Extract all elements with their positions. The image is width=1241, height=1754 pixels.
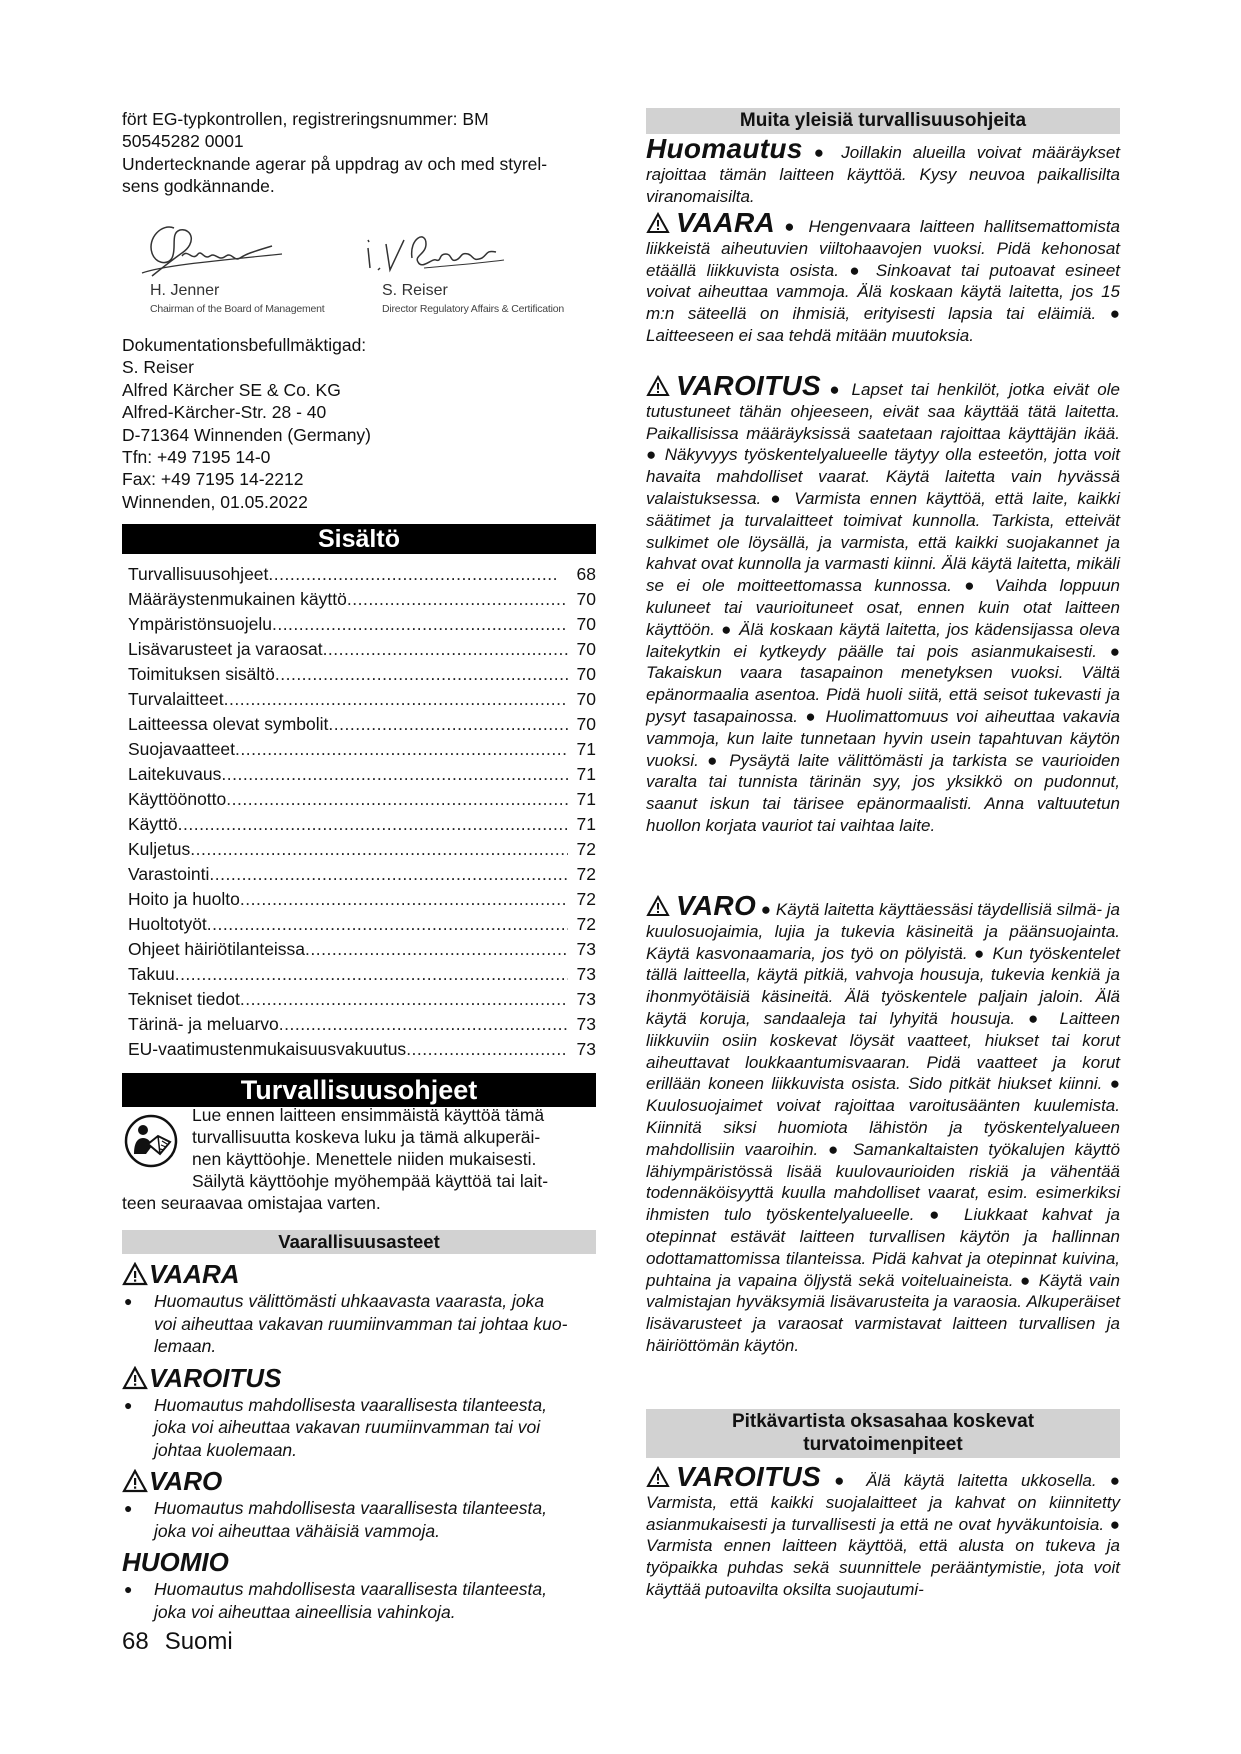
toc-leader: [275, 662, 568, 687]
bullet: ●: [124, 1581, 133, 1597]
toc-entry[interactable]: [128, 687, 596, 712]
toc-entry[interactable]: [128, 637, 596, 662]
signature-jenner: [122, 218, 325, 328]
text-line: Huomautus mahdollisesta vaarallisesta tilanteesta,: [154, 1498, 547, 1518]
general-safety-heading: Muita yleisiä turvallisuusohjeita: [646, 108, 1120, 134]
safety-heading: Turvallisuusohjeet: [122, 1073, 596, 1107]
toc-entry-page: 70: [576, 714, 596, 734]
warning-triangle-icon: [122, 1262, 148, 1286]
text-line: Alfred Kärcher SE & Co. KG: [122, 379, 341, 400]
toc-entry[interactable]: [128, 662, 596, 687]
toc-entry-page: 71: [576, 789, 596, 809]
hazard-keyword: VARO: [149, 1466, 223, 1496]
page-number: 68: [122, 1628, 149, 1655]
signatory-role: Chairman of the Board of Management: [150, 303, 325, 315]
toc-leader: [347, 587, 568, 612]
hazard-keyword: VAROITUS: [149, 1362, 282, 1393]
toc-leader: [305, 937, 568, 962]
toc-entry[interactable]: [128, 987, 596, 1012]
toc-leader: [235, 737, 568, 762]
toc-leader: [224, 687, 568, 712]
hazard-description: [122, 1578, 596, 1623]
text-line: fört EG-typkontrollen, registreringsnummer: BM: [122, 109, 489, 129]
toc-entry-title: Huoltotyöt: [128, 914, 207, 934]
toc-entry[interactable]: [128, 962, 596, 987]
toc-entry-title: Ympäristönsuojelu: [128, 614, 272, 634]
text-line: Undertecknande agerar på uppdrag av och med styrel-: [122, 153, 548, 174]
toc-entry-title: Kuljetus: [128, 839, 191, 859]
toc-entry[interactable]: [128, 812, 596, 837]
bullet: ●: [124, 1396, 133, 1413]
toc-entry-page: 73: [576, 1014, 596, 1034]
text-line: Huomautus mahdollisesta vaarallisesta tilanteesta,: [154, 1579, 547, 1599]
toc-entry-title: Laitteessa olevat symbolit: [128, 714, 329, 734]
text-line: Fax: +49 7195 14-2212: [122, 469, 304, 490]
toc-leader: [178, 812, 568, 837]
toc-entry-title: Lisävarusteet ja varaosat: [128, 639, 323, 659]
signature-reiser: [354, 218, 596, 328]
toc-entry-page: 72: [576, 914, 596, 934]
warning-keyword: VAROITUS: [676, 370, 821, 401]
toc-entry-title: Käyttö: [128, 814, 178, 834]
danger-keyword: VAARA: [676, 207, 775, 238]
toc-leader: [221, 762, 568, 787]
toc-entry-page: 72: [576, 864, 596, 884]
toc-entry[interactable]: [128, 837, 596, 862]
toc-entry-page: 71: [576, 764, 596, 784]
warning-triangle-icon: [646, 375, 670, 397]
heading-line: Pitkävartista oksasahaa koskevat: [731, 1411, 1035, 1432]
hazard-keyword-danger: [122, 1258, 596, 1290]
toc-entry-page: 72: [576, 839, 596, 859]
toc-entry-title: Tärinä- ja meluarvo: [128, 1014, 279, 1034]
caution-keyword: VARO: [676, 890, 757, 921]
toc-entry-page: 70: [576, 689, 596, 709]
toc-entry-title: Hoito ja huolto: [128, 889, 240, 909]
warning-triangle-icon: [646, 895, 670, 917]
toc-entry[interactable]: [128, 887, 596, 912]
warning-paragraph: VAROITUS ● Lapset tai henkilöt, jotka eivät ole tutustuneet tähän ohjeeseen, eivät saa käyttää tätä laitetta. Paikallisissa määräyksissä saatetaan rajoittaa käyttäjän ikää. ● Näkyvyys työskentelyalueelle täytyy olla esteetön, jotta voit havaita mahdolliset vaarat. Käytä laitetta vain hyvässä valaistuksessa. ● Varmista ennen käyttöä, että laite, kaikki säätimet ja turvalaitteet toimivat kunnolla. Tarkista, etteivät sulkimet ole löysällä, ja varmista, että kaikki suojakannet ja kahvat ovat kunnolla ja varmasti kiinni. Älä käytä laitetta, mikäli se ei ole moitteettomassa kunnossa. ● Vaihda loppuun kuluneet tai vaurioituneet osat, ennen kuin otat laitteen käyttöön. ● Älä koskaan käytä laitetta, jos kädensijassa oleva laitekytkin ei kytkeydy päälle tai pois asianmukaisesti. ● Takaiskun vaara tasapainon menetyksen vuoksi. Vältä epänormaalia asentoa. Pidä huoli siitä, että seisot tukevasti ja pysyt tasapainossa. ● Huolimattomuus voi aiheuttaa vakavia vammoja, kun laite tunnetaan hyvin usein tapahtuvan käytön vuoksi. ● Pysäytä laite välittömästi ja tarkista se vaurioiden varalta tai tunnista tärinän syy, jos yksikkö on pudonnut, saanut iskun tai tärisee epänormaalisti. Anna valtuutetun huollon korjata vauriot tai vaihtaa laite.: [646, 370, 1120, 835]
warning-triangle-icon: [646, 1466, 670, 1488]
toc-entry-page: 70: [576, 589, 596, 609]
hazard-description: [122, 1394, 596, 1462]
notice-keyword: Huomautus: [646, 133, 803, 164]
hazard-levels: [122, 1258, 596, 1627]
toc-entry[interactable]: [128, 787, 596, 812]
hazard-levels-heading: Vaarallisuusasteet: [122, 1230, 596, 1254]
signatory-role: Director Regulatory Affairs & Certification: [382, 303, 565, 315]
signatory-name: H. Jenner: [150, 282, 220, 299]
hazard-keyword: HUOMIO: [122, 1547, 229, 1577]
toc-entry-title: Turvallisuusohjeet: [128, 564, 269, 584]
toc-leader: [226, 787, 568, 812]
handwritten-signature-jenner: [122, 218, 292, 288]
handwritten-signature-reiser: [354, 218, 524, 288]
text-line: Alfred-Kärcher-Str. 28 - 40: [122, 402, 327, 423]
bullet: ●: [124, 1500, 133, 1516]
toc-entry-page: 70: [576, 614, 596, 634]
toc-entry-page: 68: [576, 564, 596, 584]
toc-entry-title: Tekniset tiedot: [128, 989, 240, 1009]
toc-leader: [240, 887, 568, 912]
toc-entry[interactable]: [128, 912, 596, 937]
hazard-description: [122, 1497, 596, 1542]
toc-entry[interactable]: [128, 612, 596, 637]
toc-entry-page: 72: [576, 889, 596, 909]
warning-triangle-icon: [646, 212, 670, 234]
table-of-contents: [128, 562, 596, 1062]
toc-entry-title: Käyttöönotto: [128, 789, 227, 809]
toc-entry-title: Takuu: [128, 964, 175, 984]
bullet: ●: [124, 1293, 133, 1309]
text-line: teen seuraavaa omistajaa varten.: [122, 1193, 381, 1213]
text-line: johtaa kuolemaan.: [154, 1439, 298, 1460]
toc-entry-page: 70: [576, 664, 596, 684]
toc-entry[interactable]: [128, 862, 596, 887]
warning-triangle-icon: [122, 1366, 148, 1390]
text-line: S. Reiser: [122, 357, 194, 378]
pole-saw-safety-heading: [646, 1409, 1120, 1458]
toc-entry-page: 73: [576, 1039, 596, 1059]
toc-entry-page: 71: [576, 739, 596, 759]
text-line: Säilytä käyttöohje myöhempää käyttöä tai lait-: [192, 1171, 549, 1191]
text-line: Tfn: +49 7195 14-0: [122, 447, 271, 468]
declaration-intro: [122, 108, 596, 198]
heading-line: turvatoimenpiteet: [803, 1434, 963, 1455]
text-line: Lue ennen laitteen ensimmäistä käyttöä tämä: [192, 1105, 545, 1125]
toc-entry-page: 70: [576, 639, 596, 659]
toc-entry-page: 71: [576, 814, 596, 834]
text-line: lemaan.: [154, 1336, 217, 1356]
toc-heading: Sisältö: [122, 524, 596, 554]
paragraph-text: Hengenvaara laitteen hallitsemattomista liikkeistä aiheutuvien viiltohaavojen vuoksi. Pidä kehonosat etäällä liikkuvista osista. ● Sinkoavat tai putoavat esineet voivat aiheuttaa vammoja. Älä koskaan käytä laitetta, jos 15 m:n säteellä on ihmisiä, erityisesti lapsia tai eläimiä. ● Laitteeseen ei saa tehdä mitään muutoksia.: [646, 217, 1121, 345]
toc-entry[interactable]: [128, 1037, 596, 1062]
text-line: 50545282 0001: [122, 131, 244, 152]
paragraph-text: Lapset tai henkilöt, jotka eivät ole tutustuneet tähän ohjeeseen, eivät saa käyttää tätä laitetta. Paikallisissa määräyksissä saatetaan rajoittaa käyttäjän ikää. ● Näkyvyys työskentelyalueelle täytyy olla esteetön, jotta voit havaita mahdolliset vaarat. Käytä laitetta vain hyvässä valaistuksessa. ● Varmista ennen käyttöä, että laite, kaikki säätimet ja turvalaitteet toimivat kunnolla. Tarkista, etteivät sulkimet ole löysällä, ja varmista, että kaikki suojakannet ja kahvat ovat kunnolla ja varmasti kiinni. Älä käytä laitetta, mikäli se ei ole moitteettomassa kunnossa. ● Vaihda loppuun kuluneet tai vaurioituneet osat, ennen kuin otat laitteen käyttöön. ● Älä koskaan käytä laitetta, jos kädensijassa oleva laitekytkin ei kytkeydy päälle tai pois asianmukaisesti. ● Takaiskun vaara tasapainon menetyksen vuoksi. Vältä epänormaalia asentoa. Pidä huoli siitä, että seisot tukevasti ja pysyt tasapainossa. ● Huolimattomuus voi aiheuttaa vakavia vammoja, kun laite tunnetaan hyvin usein tapahtuvan käytön vuoksi. ● Pysäytä laite välittömästi ja tarkista se vaurioiden varalta tai tunnista tärinän syy, jos yksikkö on pudonnut, saanut iskun tai tärisee epänormaalisti. Anna valtuutetun huollon korjata vauriot tai vaihtaa laite.: [646, 380, 1120, 835]
toc-entry-title: Laitekuvaus: [128, 764, 222, 784]
text-line: D-71364 Winnenden (Germany): [122, 424, 372, 445]
toc-entry[interactable]: [128, 937, 596, 962]
language-label: Suomi: [164, 1628, 233, 1655]
hazard-keyword-notice: [122, 1546, 596, 1578]
caution-paragraph: VARO ● Käytä laitetta käyttäessäsi täydellisiä silmä- ja kuulosuojaimia, lujia ja tukevia käsineitä ja päänsuojainta. Käytä kasvonaamaria, jos työ on pölyistä. ● Kun työskentelet tällä laitteella, käytä pitkiä, vahvoja housuja, tukevia kenkiä ja ihonmyötäisiä käsineitä. Älä työskentele paljain jaloin. Älä käytä koruja, sandaaleja tai lyhyitä housuja. ● Laitteen liikkuviin osiin koskevat löysät vaatteet, hiukset tai korut aiheuttavat loukkaantumisvaaran. Pidä vaatteet ja korut erillään koneen liikkuvista osista. Sido pitkät hiukset kiinni. ● Kuulosuojaimet voivat rajoittaa varoitusäänten kuulemista. Kiinnitä siksi huomiota lähistön ja työskentelyalueen mahdollisiin vaaroihin. ● Samankaltaisten työkalujen käyttö lähiympäristössä lisää kuulovaurioiden riskiä ja vähentää todennäköisyyttä kuulla mahdolliset vaarat, esim. esimerkiksi ihmisten tulo työskentelyalueelle. ● Liukkaat kahvat ja otepinnat estävät laitteen turvallisen käytön ja hallinnan odottamattomissa tilanteissa. Pidä kahvat ja otepinnat kuivina, puhtaina ja vapaina öljystä sekä voiteluaineista. ● Käytä vain valmistajan hyväksymiä lisävarusteita ja varaosia. Alkuperäiset lisävarusteet ja varaosat varmistavat laitteen turvallisen ja häiriöttömän käytön.: [646, 890, 1120, 1355]
toc-leader: [272, 612, 568, 637]
toc-entry[interactable]: [128, 712, 596, 737]
paragraph-text: Käytä laitetta käyttäessäsi täydellisiä silmä- ja kuulosuojaimia, lujia ja tukevia käsineitä ja päänsuojainta. Käytä kasvonaamaria, jos työ on pölyistä. ● Kun työskentelet tällä laitteella, käytä pitkiä, vahvoja housuja, tukevia kenkiä ja ihonmyötäisiä käsineitä. Älä työskentele paljain jaloin. Älä käytä koruja, sandaaleja tai lyhyitä housuja. ● Laitteen liikkuviin osiin koskevat löysät vaatteet, hiukset tai korut aiheuttavat loukkaantumisvaaran. Pidä vaatteet ja korut erillään koneen liikkuvista osista. Sido pitkät hiukset kiinni. ● Kuulosuojaimet voivat rajoittaa varoitusäänten kuulemista. Kiinnitä siksi huomiota lähistön ja työskentelyalueen mahdollisiin vaaroihin. ● Samankaltaisten työkalujen käyttö lähiympäristössä lisää kuulovaurioiden riskiä ja vähentää todennäköisyyttä kuulla mahdolliset vaarat, esim. esimerkiksi ihmisten tulo työskentelyalueelle. ● Liukkaat kahvat ja otepinnat estävät laitteen turvallisen käytön ja hallinnan odottamattomissa tilanteissa. Pidä kahvat ja otepinnat kuivina, puhtaina ja vapaina öljystä sekä voiteluaineista. ● Käytä vain valmistajan hyväksymiä lisävarusteita ja varaosia. Alkuperäiset lisävarusteet ja varaosat varmistavat laitteen turvallisen ja häiriöttömän käytön.: [646, 900, 1120, 1355]
toc-leader: [268, 562, 558, 587]
text-line: joka voi aiheuttaa aineellisia vahinkoja.: [154, 1601, 456, 1622]
danger-paragraph: VAARA ● Hengenvaara laitteen hallitsemattomista liikkeistä aiheutuvien viiltohaavojen vuoksi. Pidä kehonosat etäällä liikkuvista osista. ● Sinkoavat tai putoavat esineet voivat aiheuttaa vammoja. Älä koskaan käytä laitetta, jos 15 m:n säteellä on ihmisiä, erityisesti lapsia tai eläimiä. ● Laitteeseen ei saa tehdä mitään muutoksia.: [646, 207, 1121, 345]
documentation-contact: [122, 334, 596, 513]
paragraph-text: Joillakin alueilla voivat määräykset rajoittaa tämän laitteen käyttöä. Kysy neuvoa paikallisilta viranomaisilta.: [646, 143, 1121, 206]
hazard-description: [122, 1290, 596, 1358]
pole-saw-warning-paragraph: VAROITUS ● Älä käytä laitetta ukkosella. ● Varmista, että kaikki suojalaitteet ja kahvat on kiinnitetty asianmukaisesti ja turvallisesti ja että ne ovat hyväkuntoisia. ● Varmista ennen laitteen käyttöä, että alusta on tukeva ja työpaikka puhdas sekä suunnittele perääntymistie, jota voit käyttää putoavilta oksilta suojautumi-: [646, 1461, 1121, 1599]
text-line: Huomautus mahdollisesta vaarallisesta tilanteesta,: [154, 1394, 547, 1415]
toc-entry-title: EU-vaatimustenmukaisuusvakuutus: [128, 1039, 407, 1059]
toc-entry[interactable]: [128, 587, 596, 612]
toc-leader: [240, 987, 568, 1012]
toc-entry-title: Ohjeet häiriötilanteissa: [128, 939, 306, 959]
text-line: Winnenden, 01.05.2022: [122, 491, 308, 512]
toc-entry-page: 73: [576, 964, 596, 984]
toc-leader: [328, 712, 568, 737]
text-line: sens godkännande.: [122, 176, 275, 197]
text-line: turvallisuutta koskeva luku ja tämä alkuperäi-: [192, 1127, 541, 1147]
toc-entry-page: 73: [576, 989, 596, 1009]
toc-entry-page: 73: [576, 939, 596, 959]
hazard-keyword-warning: [122, 1362, 596, 1394]
paragraph-text: Älä käytä laitetta ukkosella. ● Varmista, että kaikki suojalaitteet ja kahvat on kiinnitetty asianmukaisesti ja turvallisesti ja että ne ovat hyväkuntoisia. ● Varmista ennen laitteen käyttöä, että alusta on tukeva ja työpaikka puhdas sekä suunnittele perääntymistie, jota voit käyttää putoavilta oksilta suojautumi-: [646, 1471, 1121, 1599]
toc-entry[interactable]: [128, 737, 596, 762]
text-line: Dokumentationsbefullmäktigad:: [122, 335, 367, 355]
toc-leader: [323, 637, 568, 662]
toc-leader: [279, 1012, 568, 1037]
toc-entry-title: Varastointi: [128, 864, 210, 884]
toc-entry-title: Suojavaatteet: [128, 739, 236, 759]
toc-entry-title: Määräystenmukainen käyttö: [128, 589, 347, 609]
toc-entry-title: Toimituksen sisältö: [128, 664, 275, 684]
text-line: voi aiheuttaa vakavan ruumiinvamman tai johtaa kuo-: [154, 1313, 568, 1334]
toc-leader: [209, 862, 568, 887]
hazard-keyword-caution: [122, 1465, 596, 1497]
text-line: Huomautus välittömästi uhkaavasta vaarasta, joka: [154, 1291, 545, 1311]
toc-leader: [190, 837, 568, 862]
warning-keyword: VAROITUS: [676, 1461, 821, 1492]
toc-entry-title: Turvalaitteet: [128, 689, 224, 709]
toc-entry[interactable]: [128, 562, 596, 587]
signatures: [122, 218, 596, 328]
toc-entry[interactable]: [128, 762, 596, 787]
notice-paragraph: Huomautus ● Joillakin alueilla voivat määräykset rajoittaa tämän laitteen käyttöä. Kysy neuvoa paikallisilta viranomaisilta.: [646, 133, 1121, 206]
hazard-keyword: VAARA: [149, 1259, 240, 1289]
text-line: joka voi aiheuttaa vakavan ruumiinvamman tai voi: [154, 1417, 541, 1437]
text-line: joka voi aiheuttaa vähäisiä vammoja.: [154, 1520, 440, 1541]
toc-leader: [207, 912, 568, 937]
toc-leader: [406, 1037, 568, 1062]
safety-intro: [122, 1104, 596, 1214]
toc-leader: [175, 962, 568, 987]
text-line: nen käyttöohje. Menettele niiden mukaisesti.: [192, 1149, 537, 1169]
warning-triangle-icon: [122, 1469, 148, 1493]
signatory-name: S. Reiser: [382, 282, 448, 299]
page-footer: [122, 1627, 233, 1657]
toc-entry[interactable]: [128, 1012, 596, 1037]
